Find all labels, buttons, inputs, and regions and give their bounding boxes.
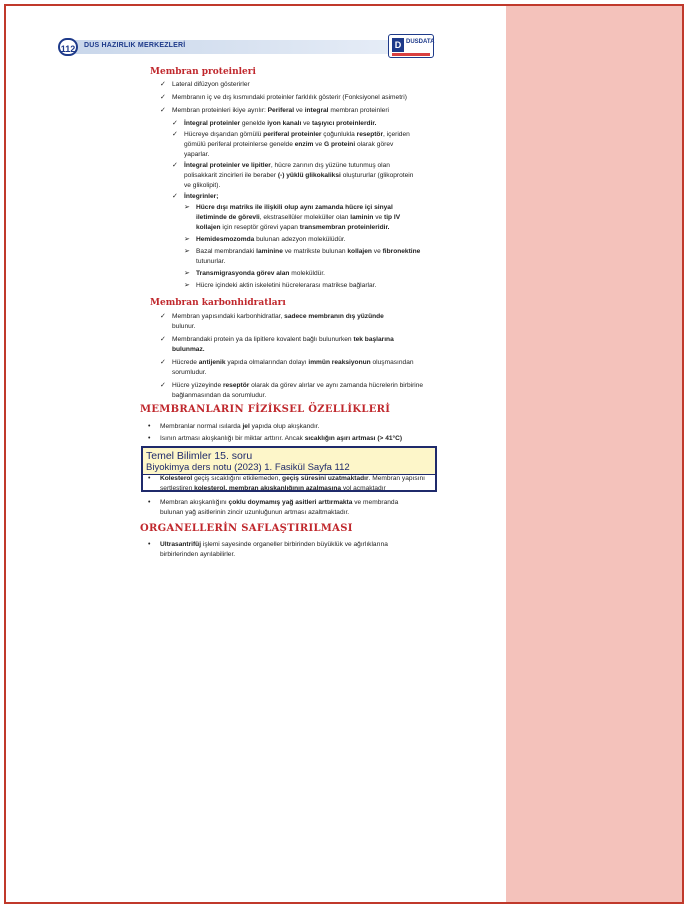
mp-line-6c: ve glikolipit). [184, 182, 221, 189]
side-margin-panel [506, 6, 682, 902]
arrow-bullet-icon: ➢ [184, 248, 190, 255]
fz-line-3b: sertleştiren kolesterol, membran akışkanlığının azalmasına yol açmaktadır [160, 485, 386, 492]
page-number: 112 [58, 38, 78, 56]
arrow-bullet-icon: ➢ [184, 204, 190, 211]
check-icon: ✓ [160, 336, 166, 343]
dusdata-logo [388, 34, 434, 58]
check-icon: ✓ [160, 313, 166, 320]
fz-line-3a: Kolesterol geçiş sıcaklığını etkilemeden, geçiş süresini uzatmaktadır. Membran yapısını [160, 475, 425, 482]
mk-line-3a: Hücrede antijenik yapıda olmalarından dolayı immün reaksiyonun oluşmasından [172, 359, 414, 366]
mp-line-2: Membranın iç ve dış kısmındaki proteinler farklılık gösterir (Fonksiyonel asimetri) [172, 94, 407, 101]
mp-line-9: Hemidesmozomda bulunan adezyon molekülüdür. [196, 236, 346, 243]
mp-line-5c: yaparlar. [184, 151, 210, 158]
check-icon: ✓ [172, 193, 178, 200]
section-membran-karbonhidratlari: Membran karbonhidratları [150, 298, 286, 308]
logo-strip [392, 53, 430, 56]
fz-line-2: Isının artması akışkanlığı bir miktar arttırır. Ancak sıcaklığın aşırı artması (> 41°C) [160, 435, 403, 442]
overlay-title: Temel Bilimler 15. soru [146, 450, 253, 462]
mp-line-11: Transmigrasyonda görev alan moleküldür. [196, 270, 326, 277]
overlay-source: Biyokimya ders notu (2023) 1. Fasikül Sayfa 112 [146, 462, 350, 473]
mk-line-3b: sorumludur. [172, 369, 207, 376]
mp-line-10b: tutunurlar. [196, 258, 226, 265]
section-organeller: ORGANELLERİN SAFLAŞTIRILMASI [140, 523, 353, 534]
arrow-bullet-icon: ➢ [184, 236, 190, 243]
check-icon: ✓ [160, 359, 166, 366]
mp-line-6a: İntegral proteinler ve lipitler, hücre zarının dış yüzüne tutunmuş olan [184, 162, 390, 169]
mp-line-8b: iletiminde de görevli, ekstrasellüler moleküller olan laminin ve tip IV [196, 214, 401, 221]
check-icon: ✓ [172, 162, 178, 169]
dot-bullet-icon: • [148, 435, 151, 442]
check-icon: ✓ [160, 382, 166, 389]
mp-line-3: Membran proteinleri ikiye ayrılır: Periferal ve integral membran proteinleri [172, 107, 389, 114]
dot-bullet-icon: • [148, 499, 151, 506]
mk-line-4b: bağlanmasından da sorumludur. [172, 392, 267, 399]
dot-bullet-icon: • [148, 541, 151, 548]
mk-line-1b: bulunur. [172, 323, 196, 330]
section-membran-proteinleri: Membran proteinleri [150, 67, 256, 77]
check-icon: ✓ [160, 107, 166, 114]
logo-letter: D [392, 38, 404, 52]
mp-line-8c: kollajen için reseptör görevi yapan transmembran proteinleridir. [196, 224, 390, 231]
mp-line-10a: Bazal membrandaki laminine ve matrikste bulunan kollajen ve fibronektine [196, 248, 421, 255]
logo-text: DUSDATA [406, 39, 435, 45]
mk-line-1a: Membran yapısındaki karbonhidratlar, sadece membranın dış yüzünde [172, 313, 384, 320]
header-title: DUS HAZIRLIK MERKEZLERİ [84, 42, 186, 49]
fz-line-4b: bulunan yağ asitlerinin zincir uzunluğunun artması azaltmaktadır. [160, 509, 350, 516]
check-icon: ✓ [172, 120, 178, 127]
overlay-highlight [143, 448, 435, 475]
mp-line-5a: Hücreye dışarıdan gömülü periferal proteinler çoğunlukla reseptör, içeriden [184, 131, 410, 138]
mp-line-7: İntegrinler; [184, 193, 219, 200]
arrow-bullet-icon: ➢ [184, 282, 190, 289]
mk-line-2a: Membrandaki protein ya da lipitlere kovalent bağlı bulunurken tek başlarına [172, 336, 394, 343]
mp-line-12: Hücre içindeki aktin iskeletini hücrelerarası matrikse bağlarlar. [196, 282, 377, 289]
mk-line-2b: bulunmaz. [172, 346, 205, 353]
dot-bullet-icon: • [148, 475, 151, 482]
mp-line-4: İntegral proteinler genelde iyon kanalı ve taşıyıcı proteinlerdir. [184, 120, 377, 127]
section-fiziksel-ozellikler: MEMBRANLARIN FİZİKSEL ÖZELLİKLERİ [140, 404, 391, 415]
reference-overlay-box [141, 446, 437, 492]
mp-line-8a: Hücre dışı matriks ile ilişkili olup aynı zamanda hücre içi sinyal [196, 204, 393, 211]
mp-line-1: Lateral difüzyon gösterirler [172, 81, 250, 88]
fz-line-4a: Membran akışkanlığını çoklu doymamış yağ asitleri arttırmakta ve membranda [160, 499, 399, 506]
mk-line-4a: Hücre yüzeyinde reseptör olarak da görev alırlar ve aynı zamanda hücrelerin birbirine [172, 382, 424, 389]
check-icon: ✓ [160, 81, 166, 88]
fz-line-1: Membranlar normal ısılarda jel yapıda olup akışkandır. [160, 423, 320, 430]
mp-line-5b: gömülü periferal proteinlerse genelde enzim ve G proteini olarak görev [184, 141, 394, 148]
og-line-1b: birbirlerinden ayrılabilirler. [160, 551, 236, 558]
check-icon: ✓ [160, 94, 166, 101]
dot-bullet-icon: • [148, 423, 151, 430]
check-icon: ✓ [172, 131, 178, 138]
mp-line-6b: polisakkarit zincirleri ile beraber (-) yüklü glikokaliksi oluştururlar (glikoprotein [184, 172, 414, 179]
arrow-bullet-icon: ➢ [184, 270, 190, 277]
og-line-1a: Ultrasantrifüj işlemi sayesinde organeller birbirinden büyüklük ve ağırlıklarına [160, 541, 388, 548]
